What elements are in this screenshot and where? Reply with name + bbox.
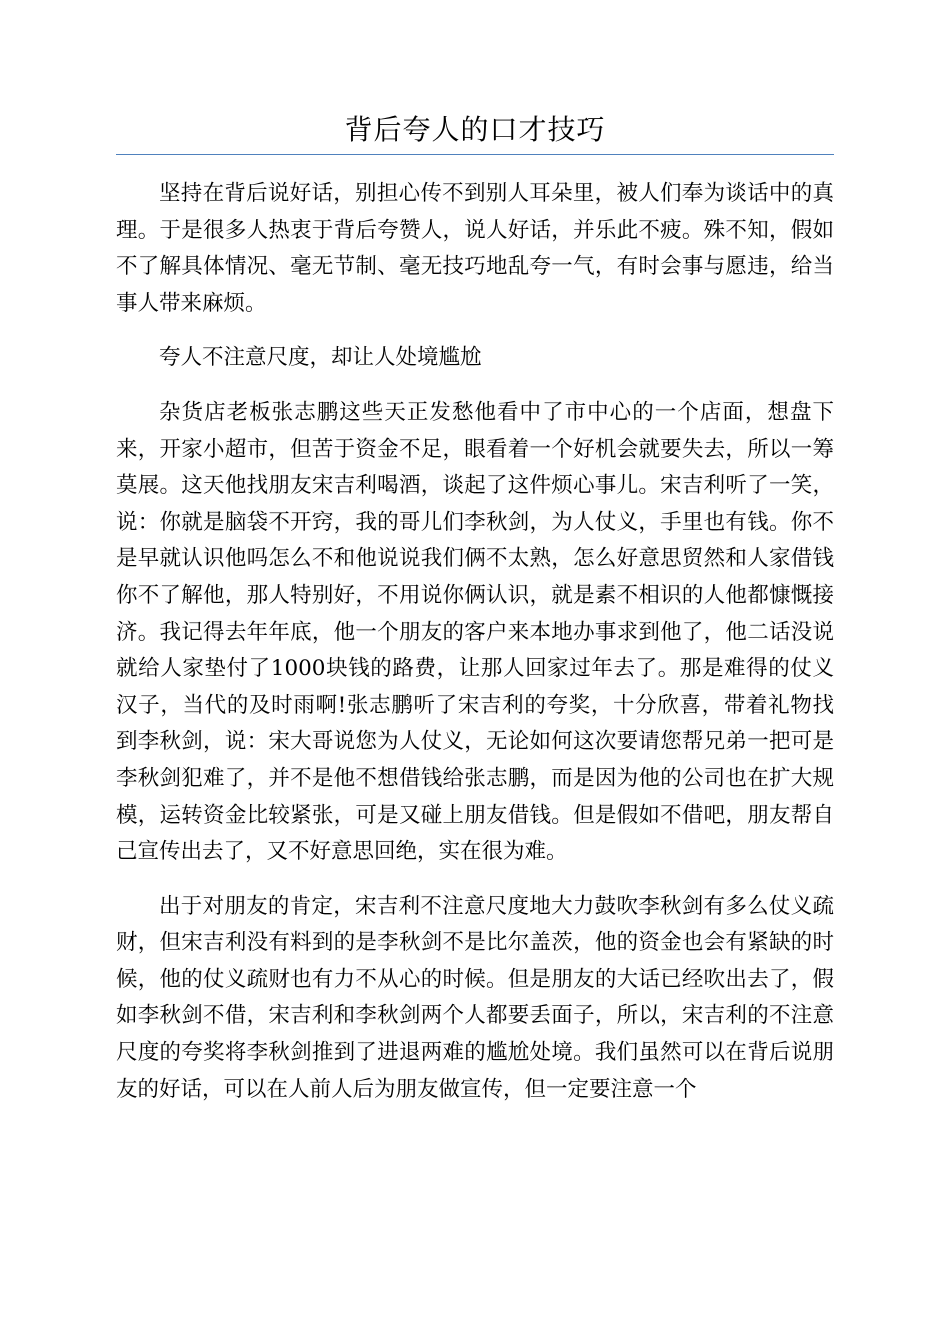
paragraph-analysis: 出于对朋友的肯定，宋吉利不注意尺度地大力鼓吹李秋剑有多么仗义疏财，但宋吉利没有料到的是李秋剑不是比尔盖茨，他的资金也会有紧缺的时候，他的仗义疏财也有力不从心的时候。但是朋友的大话已经吹出去了，假如李秋剑不借，宋吉利和李秋剑两个人都要丢面子，所以，宋吉利的不注意尺度的夸奖将李秋剑推到了进退两难的尴尬处境。我们虽然可以在背后说朋友的好话，可以在人前人后为朋友做宣传，但一定要注意一个 <box>116 893 834 1102</box>
paragraph-story: 杂货店老板张志鹏这些天正发愁他看中了市中心的一个店面，想盘下来，开家小超市，但苦于资金不足，眼看着一个好机会就要失去，所以一筹莫展。这天他找朋友宋吉利喝酒，谈起了这件烦心事儿。宋吉利听了一笑，说：你就是脑袋不开窍，我的哥儿们李秋剑，为人仗义，手里也有钱。你不是早就认识他吗怎么不和他说说我们俩不太熟，怎么好意思贸然和人家借钱你不了解他，那人特别好，不用说你俩认识，就是素不相识的人他都慷慨接济。我记得去年年底，他一个朋友的客户来本地办事求到他了，他二话没说就给人家垫付了1000块钱的路费，让那人回家过年去了。那是难得的仗义汉子，当代的及时雨啊!张志鹏听了宋吉利的夸奖，十分欣喜，带着礼物找到李秋剑，说：宋大哥说您为人仗义，无论如何这次要请您帮兄弟一把可是李秋剑犯难了，并不是他不想借钱给张志鹏，而是因为他的公司也在扩大规模，运转资金比较紧张，可是又碰上朋友借钱。但是假如不借吧，朋友帮自己宣传出去了，又不好意思回绝，实在很为难。 <box>116 399 834 865</box>
paragraph-intro: 坚持在背后说好话，别担心传不到别人耳朵里，被人们奉为谈话中的真理。于是很多人热衷于背后夸赞人，说人好话，并乐此不疲。殊不知，假如不了解具体情况、毫无节制、毫无技巧地乱夸一气，有时会事与愿违，给当事人带来麻烦。 <box>116 181 834 316</box>
document-body <box>116 176 834 1126</box>
title-underline <box>116 154 834 155</box>
document-title: 背后夸人的口才技巧 <box>344 113 606 146</box>
section-heading: 夸人不注意尺度，却让人处境尴尬 <box>159 345 482 371</box>
